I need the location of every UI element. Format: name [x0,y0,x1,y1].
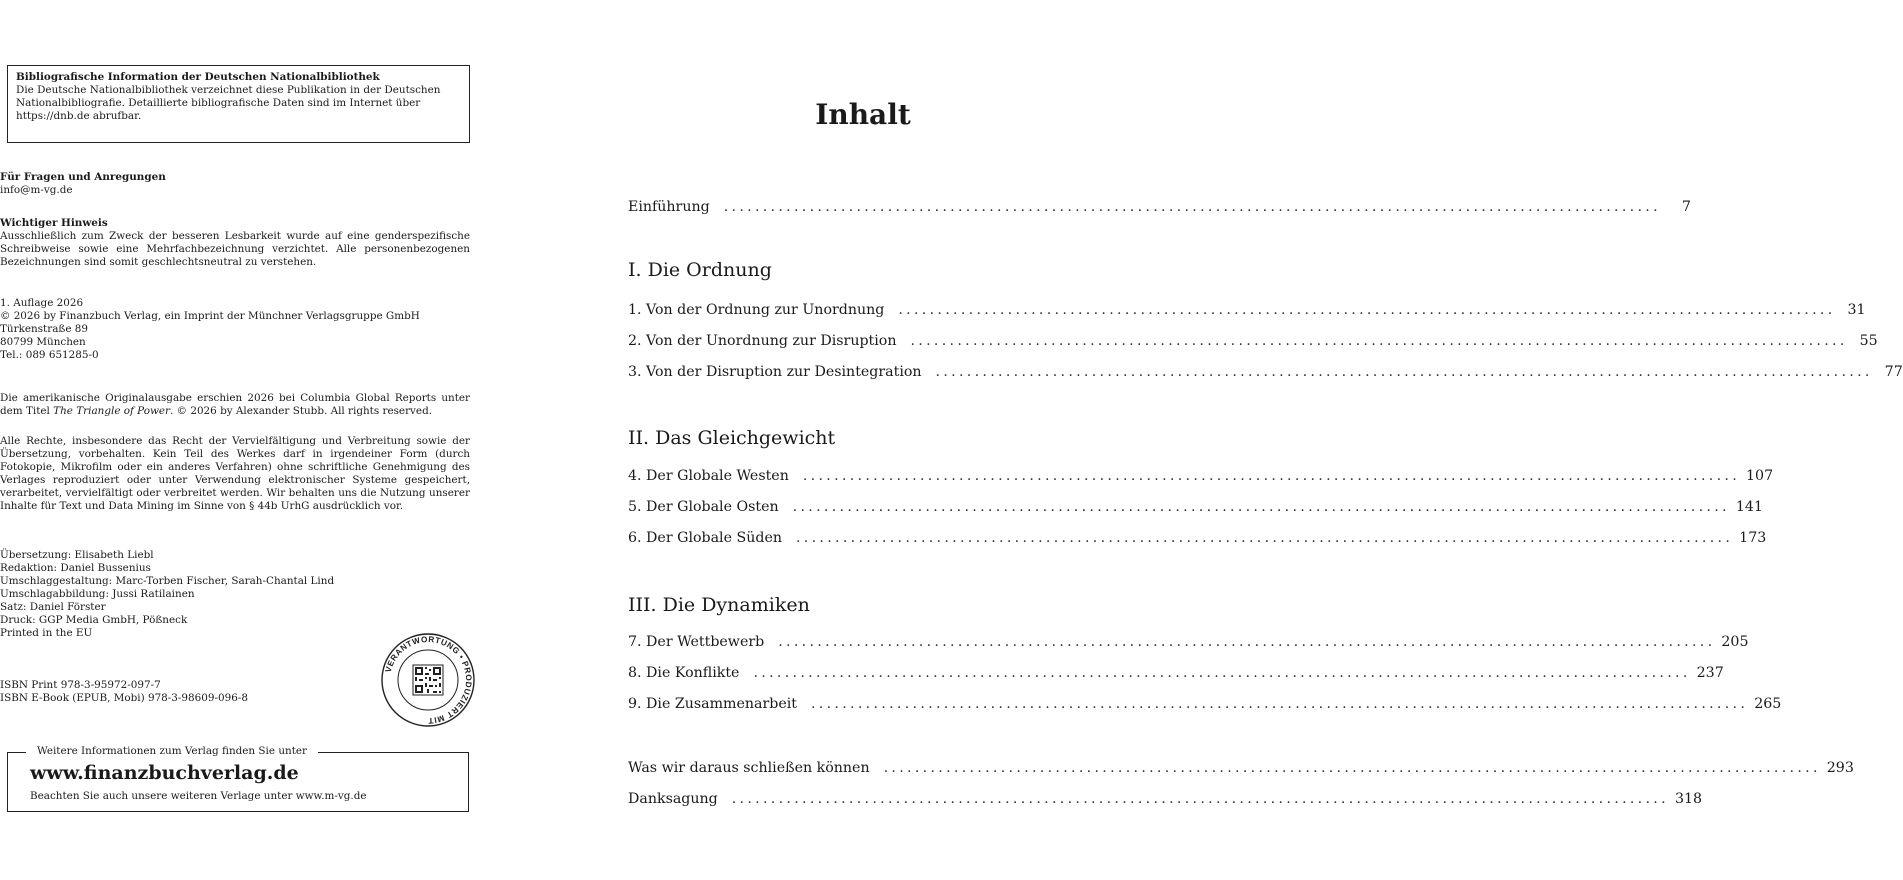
toc-leader-dots: ........................................................................................................................ [910,333,1848,349]
toc-leader-dots: ........................................................................................................................ [811,696,1749,712]
credit-line: Übersetzung: Elisabeth Liebl [0,549,154,561]
credit-line: Umschlaggestaltung: Marc-Torben Fischer, Sarah-Chantal Lind [0,575,335,587]
isbn-ebook: ISBN E-Book (EPUB, Mobi) 978-3-98609-096-8 [0,692,248,704]
toc-leader-dots: ........................................................................................................................ [935,364,1873,380]
original-title: The Triangle of Power [53,405,171,417]
toc-entry-label: 9. Die Zusammenarbeit [628,696,797,712]
responsibility-seal-icon [380,632,476,728]
credit-line: Satz: Daniel Förster [0,601,106,613]
toc-entry-page: 107 [1746,468,1774,484]
toc-entry-label: Einführung [628,199,710,215]
credits-block [0,549,470,640]
toc-entry-chapter[interactable] [628,530,1767,552]
toc-entry-page: 173 [1739,530,1767,546]
copyright-line: © 2026 by Finanzbuch Verlag, ein Imprint der Münchner Verlagsgruppe GmbH [0,310,420,322]
toc-leader-dots: ........................................................................................................................ [898,302,1836,318]
bibliographic-info-line: Nationalbibliografie. Detaillierte bibliografische Daten sind im Internet über [16,97,421,109]
other-publishers-note: Beachten Sie auch unsere weiteren Verlage unter www.m-vg.de [30,790,367,802]
toc-entry-page: 77 [1884,364,1903,380]
edition-line: 1. Auflage 2026 [0,297,84,309]
toc-entry-intro[interactable] [628,199,1691,221]
toc-entry-page: 237 [1696,665,1724,681]
toc-entry-acknowledgements[interactable] [628,791,1703,813]
questions-title: Für Fragen und Anregungen [0,171,166,183]
qr-code-icon [413,665,443,695]
toc-entry-chapter[interactable] [628,696,1782,718]
toc-entry-chapter[interactable] [628,302,1866,324]
toc-leader-dots: ........................................................................................................................ [802,468,1741,484]
toc-entry-conclusion[interactable] [628,760,1854,782]
bibliographic-info-line: Die Deutsche Nationalbibliothek verzeichnet diese Publikation in der Deutschen [16,84,441,96]
part-title: II. Das Gleichgewicht [628,427,836,449]
edition-block [0,297,470,362]
toc-entry-page: 293 [1826,760,1854,776]
toc-entry-label: 1. Von der Ordnung zur Unordnung [628,302,885,318]
toc-entry-chapter[interactable] [628,499,1763,521]
toc-entry-label: 5. Der Globale Osten [628,499,779,515]
original-note-rights: . © 2026 by Alexander Stubb. All rights reserved. [170,405,433,417]
address-street: Türkenstraße 89 [0,323,89,335]
bibliographic-info-line: https://dnb.de abrufbar. [16,110,142,122]
contents-page [628,0,1903,880]
toc-entry-chapter[interactable] [628,364,1903,386]
toc-entry-chapter[interactable] [628,333,1878,355]
publisher-website-link[interactable]: www.finanzbuchverlag.de [30,762,299,784]
notice-block [0,217,470,269]
phone-line: Tel.: 089 651285-0 [0,349,99,361]
toc-entry-label: 2. Von der Unordnung zur Disruption [628,333,897,349]
original-note-text: Die amerikanische Originalausgabe erschien 2026 bei Columbia Global Reports unter dem Titel [0,392,470,417]
toc-entry-page: 55 [1859,333,1878,349]
questions-block [0,171,470,197]
credit-line: Umschlagabbildung: Jussi Ratilainen [0,588,195,600]
more-info-text: Weitere Informationen zum Verlag finden Sie unter [33,745,311,757]
toc-entry-page: 7 [1681,199,1691,215]
toc-entry-label: 8. Die Konflikte [628,665,740,681]
toc-entry-page: 318 [1674,791,1703,807]
toc-entry-label: Was wir daraus schließen können [628,760,870,776]
toc-entry-label: 4. Der Globale Westen [628,468,789,484]
toc-entry-label: 3. Von der Disruption zur Desintegration [628,364,922,380]
notice-text: Ausschließlich zum Zweck der besseren Lesbarkeit wurde auf eine genderspezifische Schreibweise sowie eine Mehrfachbezeichnung verzichtet. Alle personenbezogenen Bezeichnungen sind somit geschlechtsneutral zu verstehen. [0,230,470,268]
toc-entry-page: 205 [1721,634,1749,650]
credit-line: Druck: GGP Media GmbH, Pößneck [0,614,188,626]
contents-heading: Inhalt [815,98,911,131]
toc-entry-chapter[interactable] [628,634,1749,656]
toc-entry-label: 7. Der Wettbewerb [628,634,765,650]
publisher-info-box [7,745,469,812]
bibliographic-info-title: Bibliografische Information der Deutschen Nationalbibliothek [16,71,380,83]
toc-entry-page: 141 [1735,499,1763,515]
toc-entry-chapter[interactable] [628,468,1774,490]
part-title: III. Die Dynamiken [628,594,810,616]
toc-entry-page: 31 [1847,302,1866,318]
imprint-page [0,0,475,880]
bibliographic-info-box [7,65,470,143]
rights-notice: Alle Rechte, insbesondere das Recht der Vervielfältigung und Verbreitung sowie der Übersetzung, vorbehalten. Kein Teil des Werkes darf in irgendeiner Form (durch Fotokopie, Mikrofilm oder ein anderes Verfahren) ohne schriftliche Genehmigung des Verlages reproduziert oder unter Verwendung elektronischer Systeme gespeichert, verarbeitet, vervielfältigt oder verbreitet werden. Wir behalten uns die Nutzung unserer Inhalte für Text und Data Mining im Sinne von § 44b UrhG ausdrücklich vor. [0,435,470,512]
toc-leader-dots: ........................................................................................................................ [723,199,1661,215]
toc-entry-label: Danksagung [628,791,718,807]
address-city: 80799 München [0,336,86,348]
svg-text:VERANTWORTUNG • PRODUZIERT MIT: VERANTWORTUNG • PRODUZIERT MIT [383,634,474,726]
toc-leader-dots: ........................................................................................................................ [753,665,1691,681]
original-edition-note [0,392,470,418]
part-title: I. Die Ordnung [628,259,772,281]
toc-leader-dots: ........................................................................................................................ [795,530,1734,546]
credit-line: Redaktion: Daniel Bussenius [0,562,151,574]
toc-leader-dots: ........................................................................................................................ [731,791,1669,807]
isbn-print: ISBN Print 978-3-95972-097-7 [0,679,161,691]
toc-leader-dots: ........................................................................................................................ [883,760,1821,776]
toc-leader-dots: ........................................................................................................................ [778,634,1716,650]
notice-title: Wichtiger Hinweis [0,217,108,229]
credit-line: Printed in the EU [0,627,93,639]
toc-entry-page: 265 [1754,696,1782,712]
toc-leader-dots: ........................................................................................................................ [792,499,1730,515]
contact-email: info@m-vg.de [0,184,73,196]
toc-entry-label: 6. Der Globale Süden [628,530,782,546]
toc-entry-chapter[interactable] [628,665,1724,687]
